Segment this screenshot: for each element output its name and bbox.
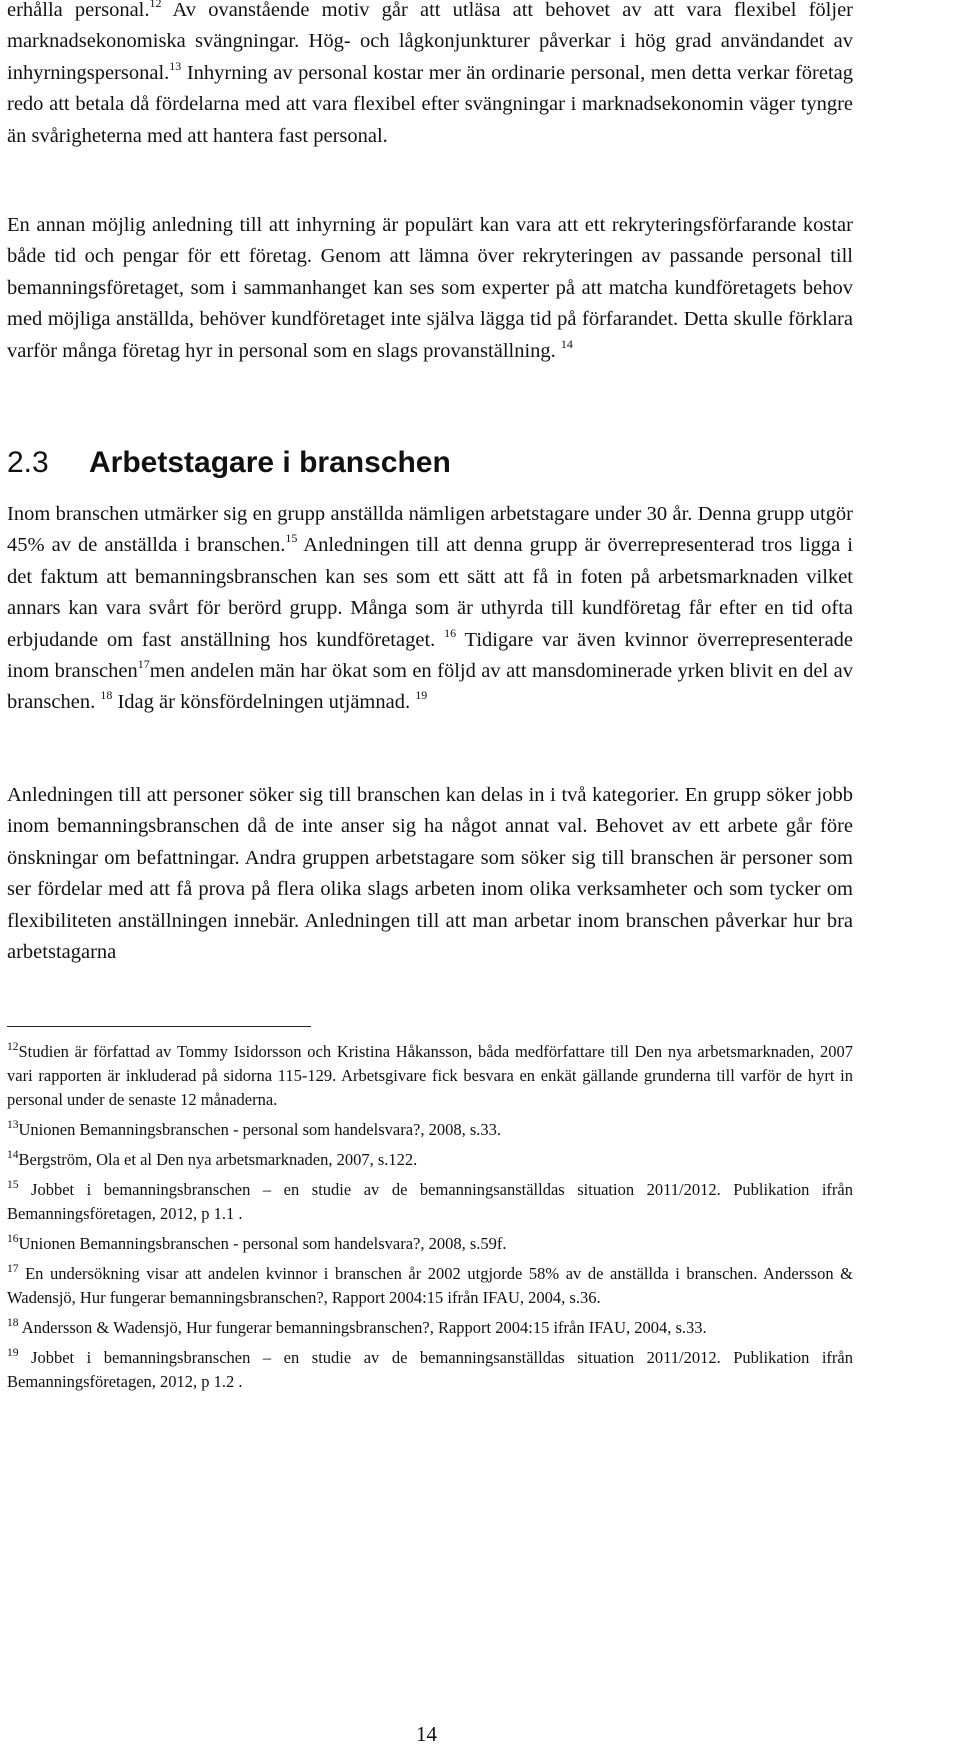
- paragraph-text: Inhyrning av personal kostar mer än ordinarie personal, men detta verkar företag redo att betala då fördelarna med att vara flexibel efter svängningar i marknadsekonomin väger tyngre än svårigheterna med att hantera fast personal.: [7, 61, 853, 147]
- footnote-ref[interactable]: 12: [149, 0, 162, 10]
- section-title: Arbetstagare i branschen: [89, 446, 451, 479]
- footnote-ref[interactable]: 16: [444, 625, 457, 640]
- footnote-number: 17: [7, 1263, 19, 1275]
- footnote-16: [7, 1232, 853, 1256]
- paragraph-text: Inom branschen utmärker sig en grupp anställda nämligen arbetstagare under 30 år. Denna grupp utgör 45% av de anställda i branschen.: [7, 503, 853, 557]
- footnote-ref[interactable]: 14: [560, 336, 573, 351]
- footnote-ref[interactable]: 17: [137, 657, 150, 672]
- paragraph-text: erhålla personal.: [7, 0, 150, 21]
- footnote-ref[interactable]: 13: [169, 58, 182, 73]
- footnote-text: Unionen Bemanningsbranschen - personal som handelsvara?, 2008, s.33.: [18, 1120, 502, 1139]
- footnote-number: 16: [7, 1233, 19, 1245]
- paragraph-recruitment: [7, 210, 853, 367]
- footnote-19: [7, 1346, 853, 1394]
- footnote-18: [7, 1316, 853, 1340]
- footnote-ref[interactable]: 18: [100, 688, 113, 703]
- footnote-text: Unionen Bemanningsbranschen - personal som handelsvara?, 2008, s.59f.: [18, 1234, 507, 1253]
- footnote-text: Studien är författad av Tommy Isidorsson och Kristina Håkansson, båda medförfattare till Den nya arbetsmarknaden, 2007 vari rapporten är inkluderad på sidorna 115-129. Arbetsgivare fick besvara en enkät gällande grunderna till varför de hyrt in personal under de senaste 12 månaderna.: [7, 1042, 853, 1109]
- paragraph-young-workers: [7, 499, 853, 719]
- section-number: 2.3: [7, 446, 49, 479]
- footnote-number: 19: [7, 1347, 19, 1359]
- footnote-12: [7, 1040, 853, 1112]
- footnote-ref[interactable]: 19: [415, 688, 428, 703]
- footnote-number: 12: [7, 1041, 19, 1053]
- page-number: 14: [416, 1722, 437, 1746]
- paragraph-motives: [7, 780, 853, 968]
- section-heading: [7, 438, 853, 488]
- footnote-number: 13: [7, 1119, 19, 1131]
- footnote-separator: [7, 1026, 311, 1027]
- paragraph-text: Idag är könsfördelningen utjämnad.: [112, 691, 411, 714]
- paragraph-text: Av ovanstående motiv går att utläsa att behovet av att vara flexibel följer marknadsekonomiska svängningar. Hög- och lågkonjunkturer påverkar i hög grad användandet av inhyrningspersonal.: [7, 0, 853, 84]
- footnote-text: En undersökning visar att andelen kvinnor i branschen år 2002 utgjorde 58% av de anställda i branschen. Andersson & Wadensjö, Hur fungerar bemanningsbranschen?, Rapport 2004:15 ifrån IFAU, 2004, s.36.: [7, 1264, 853, 1307]
- paragraph-text: Anledningen till att personer söker sig till branschen kan delas in i två kategorier. En grupp söker jobb inom bemanningsbranschen då de inte anser sig ha något annat val. Behovet av ett arbete går före önskningar om befattningar. Andra gruppen arbetstagare som söker sig till branschen är personer som ser fördelar med att få prova på flera olika slags arbeten inom olika verksamheter och som tycker om flexibiliteten anställningen innebär. Anledningen till att man arbetar inom branschen påverkar hur bra arbetstagarna: [7, 784, 853, 964]
- paragraph-text: men andelen män har ökat som en följd av att mansdominerade yrken blivit en del av branschen.: [7, 660, 853, 714]
- paragraph-text: En annan möjlig anledning till att inhyrning är populärt kan vara att ett rekryteringsförfarande kostar både tid och pengar för ett företag. Genom att lämna över rekryteringen av passande personal till bemanningsföretaget, som i sammanhanget kan ses som experter på att matcha kundföretagets behov med möjliga anställda, behöver kundföretaget inte själva lägga tid på förfarandet. Detta skulle förklara varför många företag hyr in personal som en slags provanställning.: [7, 214, 853, 362]
- footnote-number: 18: [7, 1317, 19, 1329]
- footnote-13: [7, 1118, 853, 1142]
- footnote-text: Jobbet i bemanningsbranschen – en studie av de bemanningsanställdas situation 2011/2012. Publikation ifrån Bemanningsföretagen, 2012, p 1.2 .: [7, 1348, 853, 1391]
- footnote-14: [7, 1148, 853, 1172]
- footnote-17: [7, 1262, 853, 1310]
- paragraph-text: Anledningen till att denna grupp är överrepresenterad tros ligga i det faktum att bemanningsbranschen kan ses som ett sätt att få in foten på arbetsmarknaden vilket annars kan vara svårt för berörd grupp. Många som är uthyrda till kundföretag får efter en tid ofta erbjudande om fast anställning hos kundföretaget.: [7, 534, 853, 651]
- paragraph-text: Tidigare var även kvinnor överrepresenterade inom branschen: [7, 628, 854, 683]
- footnotes: [7, 1040, 853, 1400]
- footnote-number: 14: [7, 1149, 19, 1161]
- footnote-text: Bergström, Ola et al Den nya arbetsmarknaden, 2007, s.122.: [18, 1150, 418, 1169]
- footnote-number: 15: [7, 1179, 19, 1191]
- footnote-ref[interactable]: 15: [285, 531, 298, 546]
- paragraph-flexibility: [7, 0, 853, 152]
- footnote-text: Andersson & Wadensjö, Hur fungerar bemanningsbranschen?, Rapport 2004:15 ifrån IFAU, 2004, s.33.: [18, 1318, 707, 1337]
- footnote-15: [7, 1178, 853, 1226]
- footnote-text: Jobbet i bemanningsbranschen – en studie av de bemanningsanställdas situation 2011/2012. Publikation ifrån Bemanningsföretagen, 2012, p 1.1 .: [7, 1180, 853, 1223]
